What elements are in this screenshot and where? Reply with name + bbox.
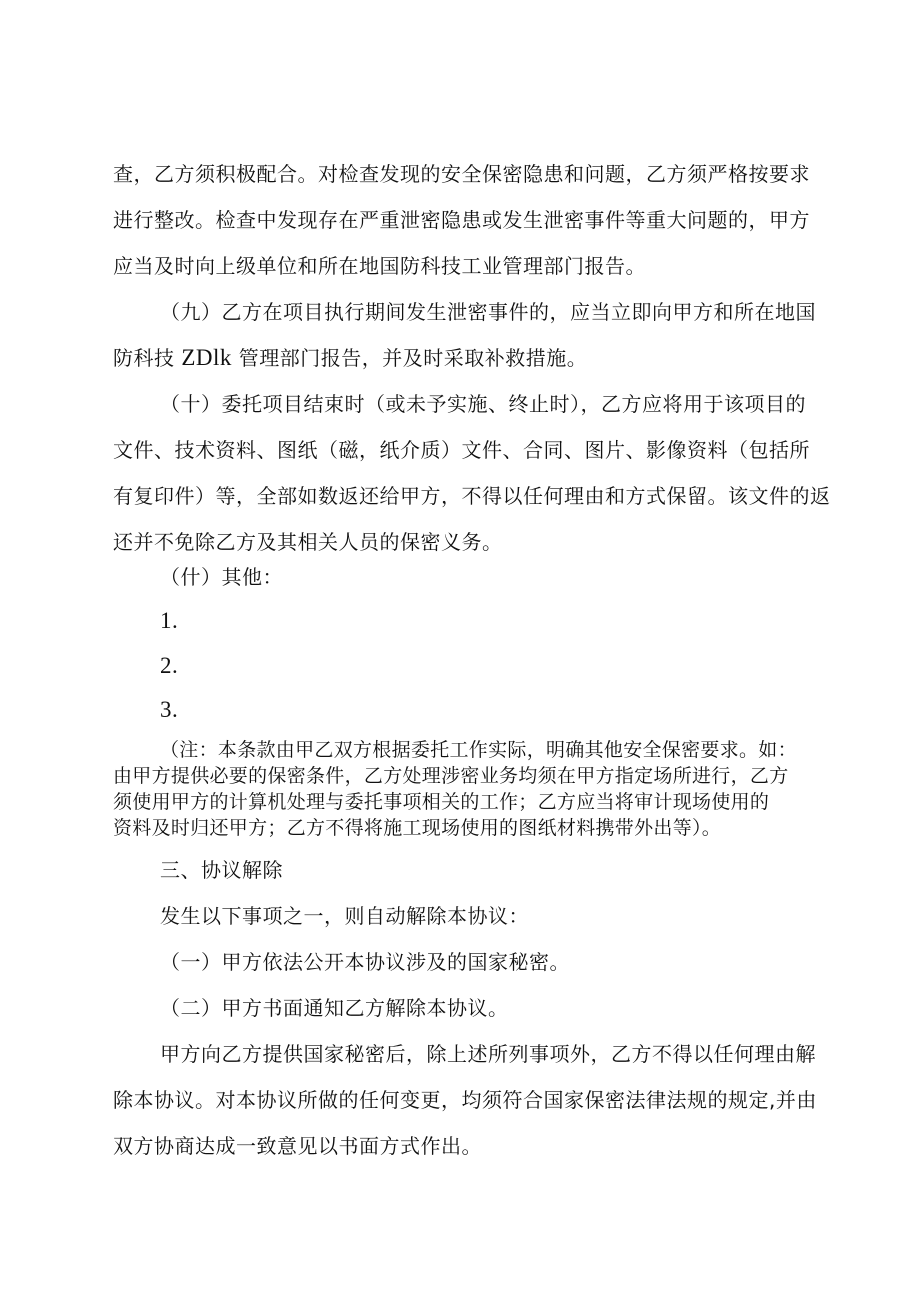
- section-item: （二）甲方书面通知乙方解除本协议。: [160, 996, 509, 1020]
- clause-11-heading: （什）其他：: [160, 565, 283, 589]
- note-line: 须使用甲方的计算机处理与委托事项相关的工作；乙方应当将审计现场使用的: [113, 791, 770, 813]
- note-line: 资料及时归还甲方；乙方不得将施工现场使用的图纸材料携带外出等）。: [113, 817, 722, 839]
- section-heading: 三、协议解除: [160, 858, 283, 882]
- numbered-item: 1.: [160, 608, 179, 633]
- clause-10-line: 文件、技术资料、图纸（磁，纸介质）文件、合同、图片、影像资料（包括所: [113, 438, 810, 462]
- clause-10-line: （十）委托项目结束时（或未予实施、终止时），乙方应将用于该项目的: [160, 392, 806, 416]
- paragraph-line: 进行整改。检查中发现存在严重泄密隐患或发生泄密事件等重大问题的，甲方: [113, 208, 810, 232]
- clause-9-text: 管理部门报告，并及时采取补救措施。: [231, 346, 588, 370]
- note-line: （注：本条款由甲乙双方根据委托工作实际，明确其他安全保密要求。如：: [160, 739, 797, 761]
- paragraph-line: 查，乙方须积极配合。对检查发现的安全保密隐患和问题，乙方须严格按要求: [113, 162, 810, 186]
- paragraph-line: 双方协商达成一致意见以书面方式作出。: [113, 1134, 482, 1158]
- clause-10-line: 有复印件）等，全部如数返还给甲方，不得以任何理由和方式保留。该文件的返: [113, 484, 831, 508]
- numbered-item: 2.: [160, 653, 179, 678]
- section-intro: 发生以下事项之一，则自动解除本协议：: [160, 904, 529, 928]
- numbered-item: 3.: [160, 697, 179, 722]
- clause-9-text: 防科技: [113, 346, 182, 370]
- paragraph-line: 甲方向乙方提供国家秘密后，除上述所列事项外，乙方不得以任何理由解: [160, 1042, 816, 1066]
- paragraph-line: 应当及时向上级单位和所在地国防科技工业管理部门报告。: [113, 254, 646, 278]
- clause-9-line: [113, 335, 587, 381]
- clause-9-abbreviation: ZDlk: [181, 345, 232, 370]
- paragraph-line: 除本协议。对本协议所做的任何变更，均须符合国家保密法律法规的规定,并由: [113, 1088, 817, 1112]
- clause-9-line: （九）乙方在项目执行期间发生泄密事件的，应当立即向甲方和所在地国: [160, 300, 816, 324]
- section-item: （一）甲方依法公开本协议涉及的国家秘密。: [160, 950, 570, 974]
- note-line: 由甲方提供必要的保密条件，乙方处理涉密业务均须在甲方指定场所进行，乙方: [113, 765, 789, 787]
- clause-10-line: 还并不免除乙方及其相关人员的保密义务。: [113, 530, 503, 554]
